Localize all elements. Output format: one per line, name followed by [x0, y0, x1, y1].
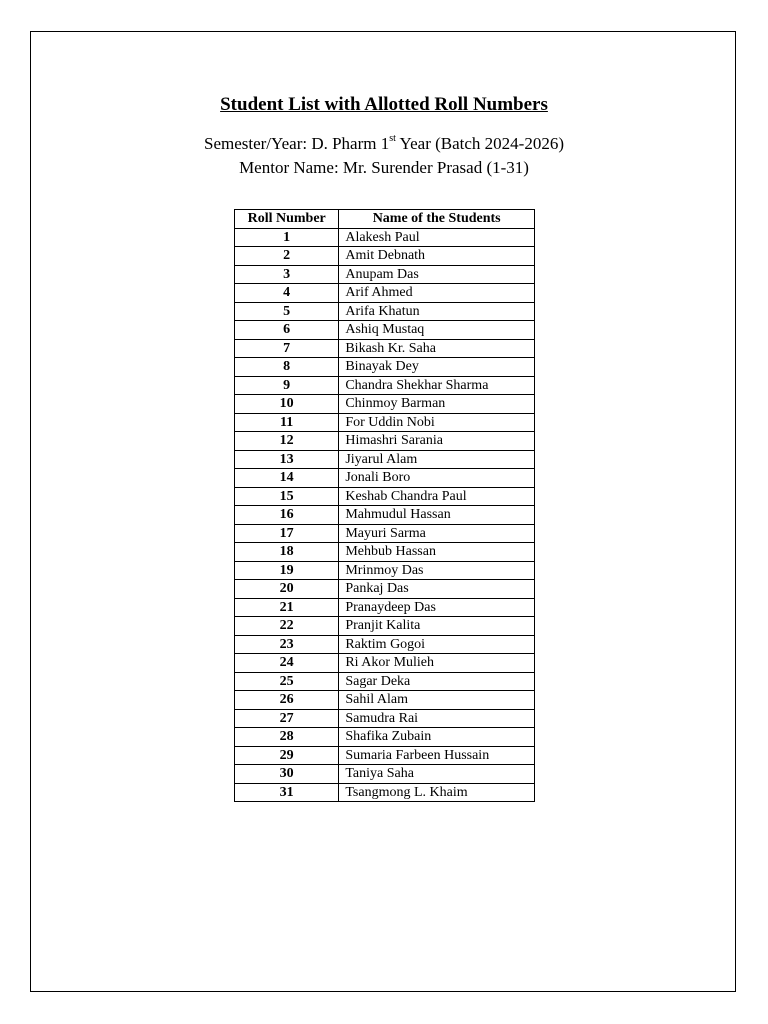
table-row — [235, 302, 535, 321]
roll-number-cell: 9 — [235, 376, 339, 395]
table-row — [235, 321, 535, 340]
roll-number-cell: 21 — [235, 598, 339, 617]
table-row — [235, 228, 535, 247]
student-name-cell: For Uddin Nobi — [339, 413, 535, 432]
roll-number-cell: 12 — [235, 432, 339, 451]
semester-label: Semester/Year: D. Pharm 1 — [203, 134, 390, 153]
student-name-cell: Pankaj Das — [339, 580, 535, 599]
table-row — [235, 580, 535, 599]
student-name-cell: Sahil Alam — [339, 691, 535, 710]
roll-number-cell: 13 — [235, 450, 339, 469]
student-name-cell: Himashri Sarania — [339, 432, 535, 451]
student-name-cell: Shafika Zubain — [339, 728, 535, 747]
roll-number-cell: 17 — [235, 524, 339, 543]
table-row — [235, 469, 535, 488]
table-row — [235, 432, 535, 451]
table-row — [235, 598, 535, 617]
semester-line — [0, 134, 768, 154]
table-row — [235, 561, 535, 580]
roll-number-cell: 7 — [235, 339, 339, 358]
student-name-cell: Pranaydeep Das — [339, 598, 535, 617]
roll-number-cell: 3 — [235, 265, 339, 284]
document-title: Student List with Allotted Roll Numbers — [220, 94, 548, 115]
table-row — [235, 284, 535, 303]
student-name-cell: Raktim Gogoi — [339, 635, 535, 654]
table-row — [235, 691, 535, 710]
roll-number-cell: 19 — [235, 561, 339, 580]
table-row — [235, 247, 535, 266]
student-name-cell: Jiyarul Alam — [339, 450, 535, 469]
table-body — [235, 228, 535, 802]
table-row — [235, 450, 535, 469]
roll-number-cell: 31 — [235, 783, 339, 802]
roll-number-cell: 22 — [235, 617, 339, 636]
roll-number-cell: 14 — [235, 469, 339, 488]
header-roll-number: Roll Number — [235, 210, 339, 229]
student-name-cell: Chinmoy Barman — [339, 395, 535, 414]
student-name-cell: Pranjit Kalita — [339, 617, 535, 636]
table-row — [235, 339, 535, 358]
roll-number-cell: 6 — [235, 321, 339, 340]
roll-number-cell: 8 — [235, 358, 339, 377]
table-row — [235, 358, 535, 377]
table-row — [235, 709, 535, 728]
student-name-cell: Anupam Das — [339, 265, 535, 284]
table-row — [235, 654, 535, 673]
roll-number-cell: 1 — [235, 228, 339, 247]
student-name-cell: Bikash Kr. Saha — [339, 339, 535, 358]
student-name-cell: Sagar Deka — [339, 672, 535, 691]
student-name-cell: Keshab Chandra Paul — [339, 487, 535, 506]
student-name-cell: Taniya Saha — [339, 765, 535, 784]
roll-number-cell: 24 — [235, 654, 339, 673]
student-table — [234, 209, 535, 802]
roll-number-cell: 28 — [235, 728, 339, 747]
student-name-cell: Alakesh Paul — [339, 228, 535, 247]
table-row — [235, 506, 535, 525]
roll-number-cell: 4 — [235, 284, 339, 303]
table-row — [235, 783, 535, 802]
table-row — [235, 413, 535, 432]
roll-number-cell: 2 — [235, 247, 339, 266]
student-name-cell: Sumaria Farbeen Hussain — [339, 746, 535, 765]
table-row — [235, 487, 535, 506]
student-name-cell: Samudra Rai — [339, 709, 535, 728]
roll-number-cell: 23 — [235, 635, 339, 654]
student-name-cell: Mahmudul Hassan — [339, 506, 535, 525]
header-student-name: Name of the Students — [339, 210, 535, 229]
student-name-cell: Mrinmoy Das — [339, 561, 535, 580]
student-name-cell: Arifa Khatun — [339, 302, 535, 321]
table-row — [235, 265, 535, 284]
roll-number-cell: 18 — [235, 543, 339, 562]
student-name-cell: Mayuri Sarma — [339, 524, 535, 543]
roll-number-cell: 5 — [235, 302, 339, 321]
roll-number-cell: 10 — [235, 395, 339, 414]
table-row — [235, 672, 535, 691]
table-row — [235, 765, 535, 784]
student-name-cell: Amit Debnath — [339, 247, 535, 266]
table-row — [235, 728, 535, 747]
roll-number-cell: 11 — [235, 413, 339, 432]
student-name-cell: Ashiq Mustaq — [339, 321, 535, 340]
student-name-cell: Arif Ahmed — [339, 284, 535, 303]
roll-number-cell: 29 — [235, 746, 339, 765]
roll-number-cell: 26 — [235, 691, 339, 710]
student-name-cell: Tsangmong L. Khaim — [339, 783, 535, 802]
mentor-line: Mentor Name: Mr. Surender Prasad (1-31) — [239, 158, 529, 177]
roll-number-cell: 27 — [235, 709, 339, 728]
roll-number-cell: 15 — [235, 487, 339, 506]
table-row — [235, 543, 535, 562]
student-name-cell: Jonali Boro — [339, 469, 535, 488]
semester-rest: Year (Batch 2024-2026) — [395, 134, 564, 153]
student-name-cell: Binayak Dey — [339, 358, 535, 377]
table-header-row — [235, 210, 535, 229]
semester-superscript: st — [389, 133, 396, 145]
roll-number-cell: 30 — [235, 765, 339, 784]
student-name-cell: Ri Akor Mulieh — [339, 654, 535, 673]
table-row — [235, 524, 535, 543]
student-name-cell: Mehbub Hassan — [339, 543, 535, 562]
table-row — [235, 617, 535, 636]
table-row — [235, 746, 535, 765]
table-row — [235, 395, 535, 414]
roll-number-cell: 16 — [235, 506, 339, 525]
roll-number-cell: 20 — [235, 580, 339, 599]
student-name-cell: Chandra Shekhar Sharma — [339, 376, 535, 395]
roll-number-cell: 25 — [235, 672, 339, 691]
table-row — [235, 635, 535, 654]
table-row — [235, 376, 535, 395]
